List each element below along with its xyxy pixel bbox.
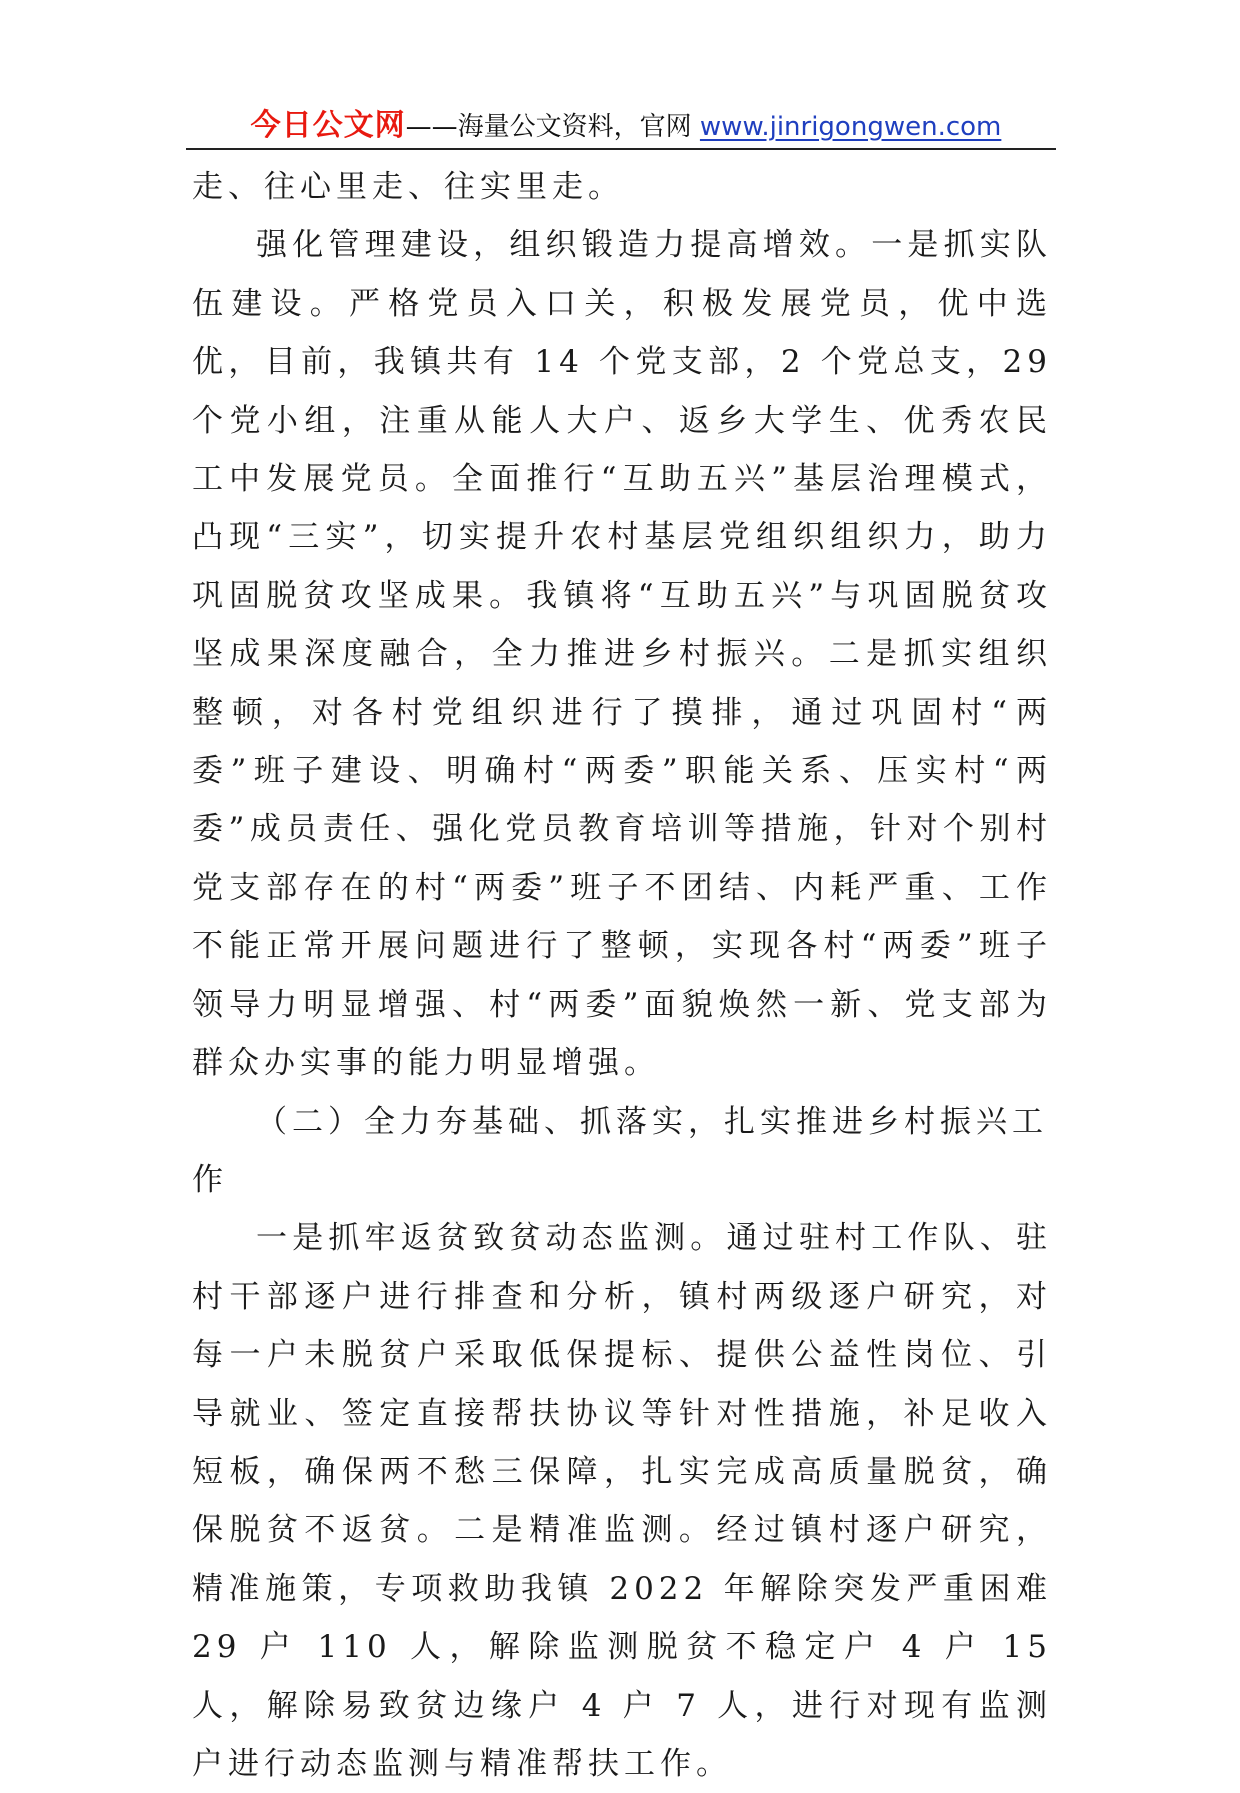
site-tagline: ——海量公文资料，官网: [405, 112, 692, 142]
header-divider: [186, 148, 1056, 150]
section-heading: （二）全力夯基础、抓落实，扎实推进乡村振兴工作: [192, 1103, 1048, 1198]
document-body: [192, 158, 1052, 1793]
site-url-link[interactable]: www.jinrigongwen.com: [699, 112, 1002, 142]
page-header: [186, 106, 1066, 146]
paragraph-continuation: 走、往心里走、往实里走。: [192, 169, 624, 205]
site-name: 今日公文网: [250, 108, 406, 143]
paragraph-management: 强化管理建设，组织锻造力提高增效。一是抓实队伍建设。严格党员入口关，积极发展党员，优中选优，目前，我镇共有 14 个党支部，2 个党总支，29 个党小组，注重从能人大户、返乡大学生、优秀农民工中发展党员。全面推行“互助五兴”基层治理模式，凸现“三实”，切实提升农村基层党组织组织力，助力巩固脱贫攻坚成果。我镇将“互助五兴”与巩固脱贫攻坚成果深度融合，全力推进乡村振兴。二是抓实组织整顿，对各村党组织进行了摸排，通过巩固村“两委”班子建设、明确村“两委”职能关系、压实村“两委”成员责任、强化党员教育培训等措施，针对个别村党支部存在的村“两委”班子不团结、内耗严重、工作不能正常开展问题进行了整顿，实现各村“两委”班子领导力明显增强、村“两委”面貌焕然一新、党支部为群众办实事的能力明显增强。: [192, 227, 1052, 1082]
paragraph-monitoring: 一是抓牢返贫致贫动态监测。通过驻村工作队、驻村干部逐户进行排查和分析，镇村两级逐户研究，对每一户未脱贫户采取低保提标、提供公益性岗位、引导就业、签定直接帮扶协议等针对性措施，补足收入短板，确保两不愁三保障，扎实完成高质量脱贫，确保脱贫不返贫。二是精准监测。经过镇村逐户研究，精准施策，专项救助我镇 2022 年解除突发严重困难 29 户 110 人，解除监测脱贫不稳定户 4 户 15 人，解除易致贫边缘户 4 户 7 人，进行对现有监测户进行动态监测与精准帮扶工作。: [192, 1220, 1052, 1782]
